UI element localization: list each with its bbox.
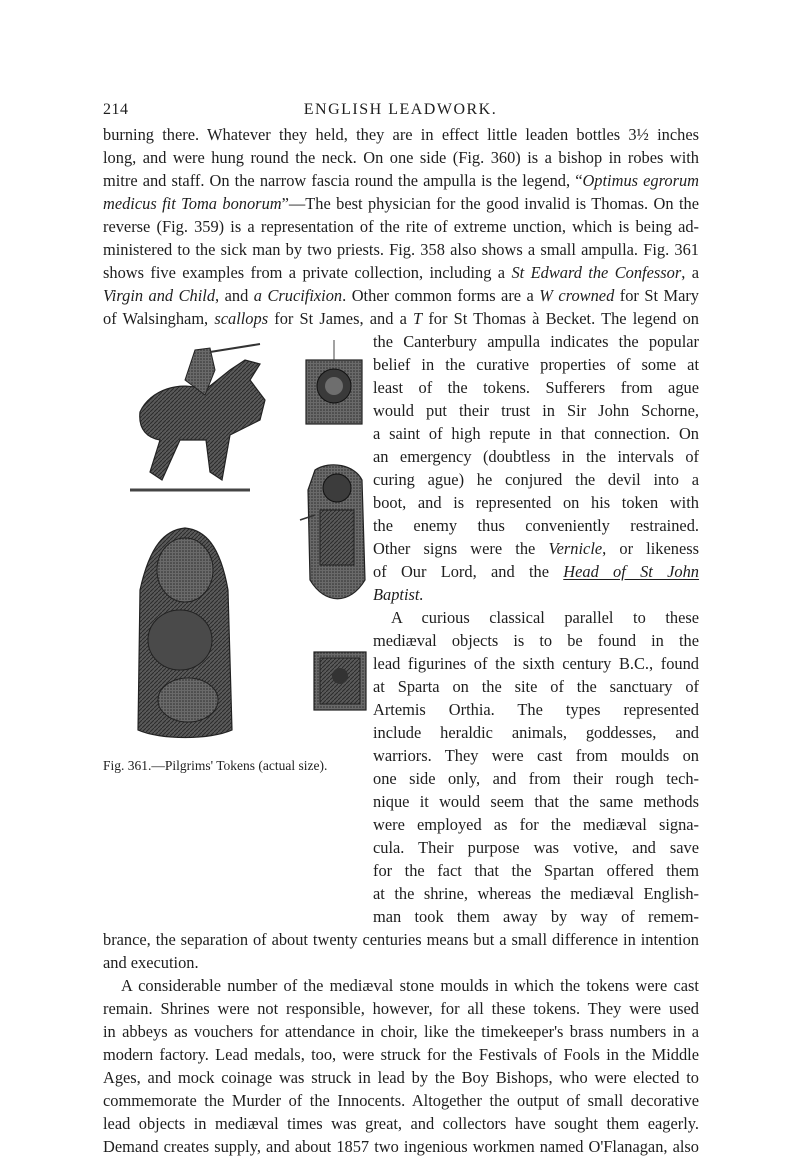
text-line: an emergency (doubtless in the intervals of [373, 447, 699, 466]
text-line: ministered to the sick man by two priests. Fig. 358 also shows a small ampulla. Fig. 361 [103, 240, 699, 259]
text-line: a saint of high repute in that connection. On [373, 424, 699, 443]
text-line: the Canterbury ampulla indicates the popular [373, 332, 699, 351]
token-name: T [413, 309, 423, 328]
text-line: the enemy thus conveniently restrained. [373, 516, 699, 535]
figure-caption: Fig. 361.—Pilgrims' Tokens (actual size). [103, 758, 328, 773]
text-line: A curious classical parallel to these [391, 608, 699, 627]
virgin-and-child-token [138, 528, 232, 738]
text-line: of Walsingham, scallops for St James, and a T for St Thomas à Becket. The legend on [103, 309, 699, 328]
text-line: nique it would seem that the same methods [373, 792, 699, 811]
text-line: belief in the curative properties of some at [373, 355, 699, 374]
token-name: Vernicle [548, 539, 603, 558]
text-line: cula. Their purpose was votive, and save [373, 838, 699, 857]
text-line: Other signs were the Vernicle, or likeness [373, 539, 699, 558]
token-name: Virgin and Child [103, 286, 216, 305]
text-line: shows five examples from a private collection, including a St Edward the Confessor, a [103, 263, 699, 282]
text-line: remain. Shrines were not responsible, however, for all these tokens. They were used [103, 999, 699, 1018]
text-line: long, and were hung round the neck. On one side (Fig. 360) is a bishop in robes with [103, 148, 699, 167]
text-line: modern factory. Lead medals, too, were struck for the Festivals of Fools in the Middle [103, 1045, 699, 1064]
text-line: least of the tokens. Sufferers from ague [373, 378, 699, 397]
text-line: Artemis Orthia. The types represented [373, 700, 699, 719]
pilgrims-tokens-illustration [110, 340, 370, 752]
token-name: Head of St John [563, 562, 700, 581]
text-line: Ages, and mock coinage was struck in lead by the Boy Bishops, who were elected to [103, 1068, 699, 1087]
text-line: burning there. Whatever they held, they are in effect little leaden bottles 3½ inches [103, 125, 699, 144]
text-line: reverse (Fig. 359) is a representation of the rite of extreme unction, which is being ad- [103, 217, 699, 236]
text-line: warriors. They were cast from moulds on [373, 746, 699, 765]
horseman-token [130, 344, 265, 490]
text-line: medicus fit Toma bonorum”—The best physician for the good invalid is Thomas. On the [103, 194, 699, 213]
text-line: mediæval objects is to be found in the [373, 631, 699, 650]
token-name: scallops [214, 309, 269, 328]
token-name: W crowned [539, 286, 615, 305]
text-line: man took them away by way of remem- [373, 907, 699, 926]
text-line: one side only, and from their rough tech- [373, 769, 699, 788]
text-line: mitre and staff. On the narrow fascia round the ampulla is the legend, “Optimus egrorum [103, 171, 699, 190]
text-line: Demand creates supply, and about 1857 two ingenious workmen named O'Flanagan, also [103, 1137, 699, 1156]
token-name: St Edward the Confessor [511, 263, 682, 282]
text-line: for the fact that the Spartan offered them [373, 861, 699, 880]
text-line [373, 584, 699, 605]
pilgrims-tokens-figure [110, 340, 370, 752]
text-line: Virgin and Child, and a Crucifixion. Other common forms are a W crowned for St Mary [103, 286, 700, 305]
text-line: commemorate the Murder of the Innocents. Altogether the output of small decorative [103, 1091, 699, 1110]
text-line: lead figurines of the sixth century B.C., found [373, 654, 699, 673]
text-line: and execution. [103, 953, 199, 972]
latin-legend: Optimus egrorum [582, 171, 699, 190]
saint-figure-token [300, 465, 365, 599]
text-line: boot, and is represented on his token with [373, 493, 699, 512]
text-line: curing ague) he conjured the devil into a [373, 470, 699, 489]
running-head: ENGLISH LEADWORK. [303, 101, 498, 118]
text-line: of Our Lord, and the Head of St John [373, 562, 700, 581]
text-line: A considerable number of the mediæval stone moulds in which the tokens were cast [121, 976, 699, 995]
text-line: at Sparta on the site of the sanctuary of [373, 677, 699, 696]
token-name: Baptist. [373, 585, 424, 604]
page-number: 214 [103, 101, 129, 118]
text-line: lead objects in mediæval times was great, and collectors have sought them eagerly. [103, 1114, 699, 1133]
latin-legend: medicus fit Toma bonorum [103, 194, 282, 213]
text-line: would put their trust in Sir John Schorne, [373, 401, 699, 420]
head-of-st-john-token [314, 652, 366, 710]
text-line: include heraldic animals, goddesses, and [373, 723, 699, 742]
text-line: in abbeys as vouchers for attendance in choir, like the timekeeper's brass numbers in a [103, 1022, 699, 1041]
text-line: at the shrine, whereas the mediæval English- [373, 884, 699, 903]
text-line: were employed as for the mediæval signa- [373, 815, 699, 834]
text-line: brance, the separation of about twenty centuries means but a small difference in intention [103, 930, 699, 949]
vernicle-token [306, 340, 362, 424]
token-name: a Crucifixion [253, 286, 343, 305]
